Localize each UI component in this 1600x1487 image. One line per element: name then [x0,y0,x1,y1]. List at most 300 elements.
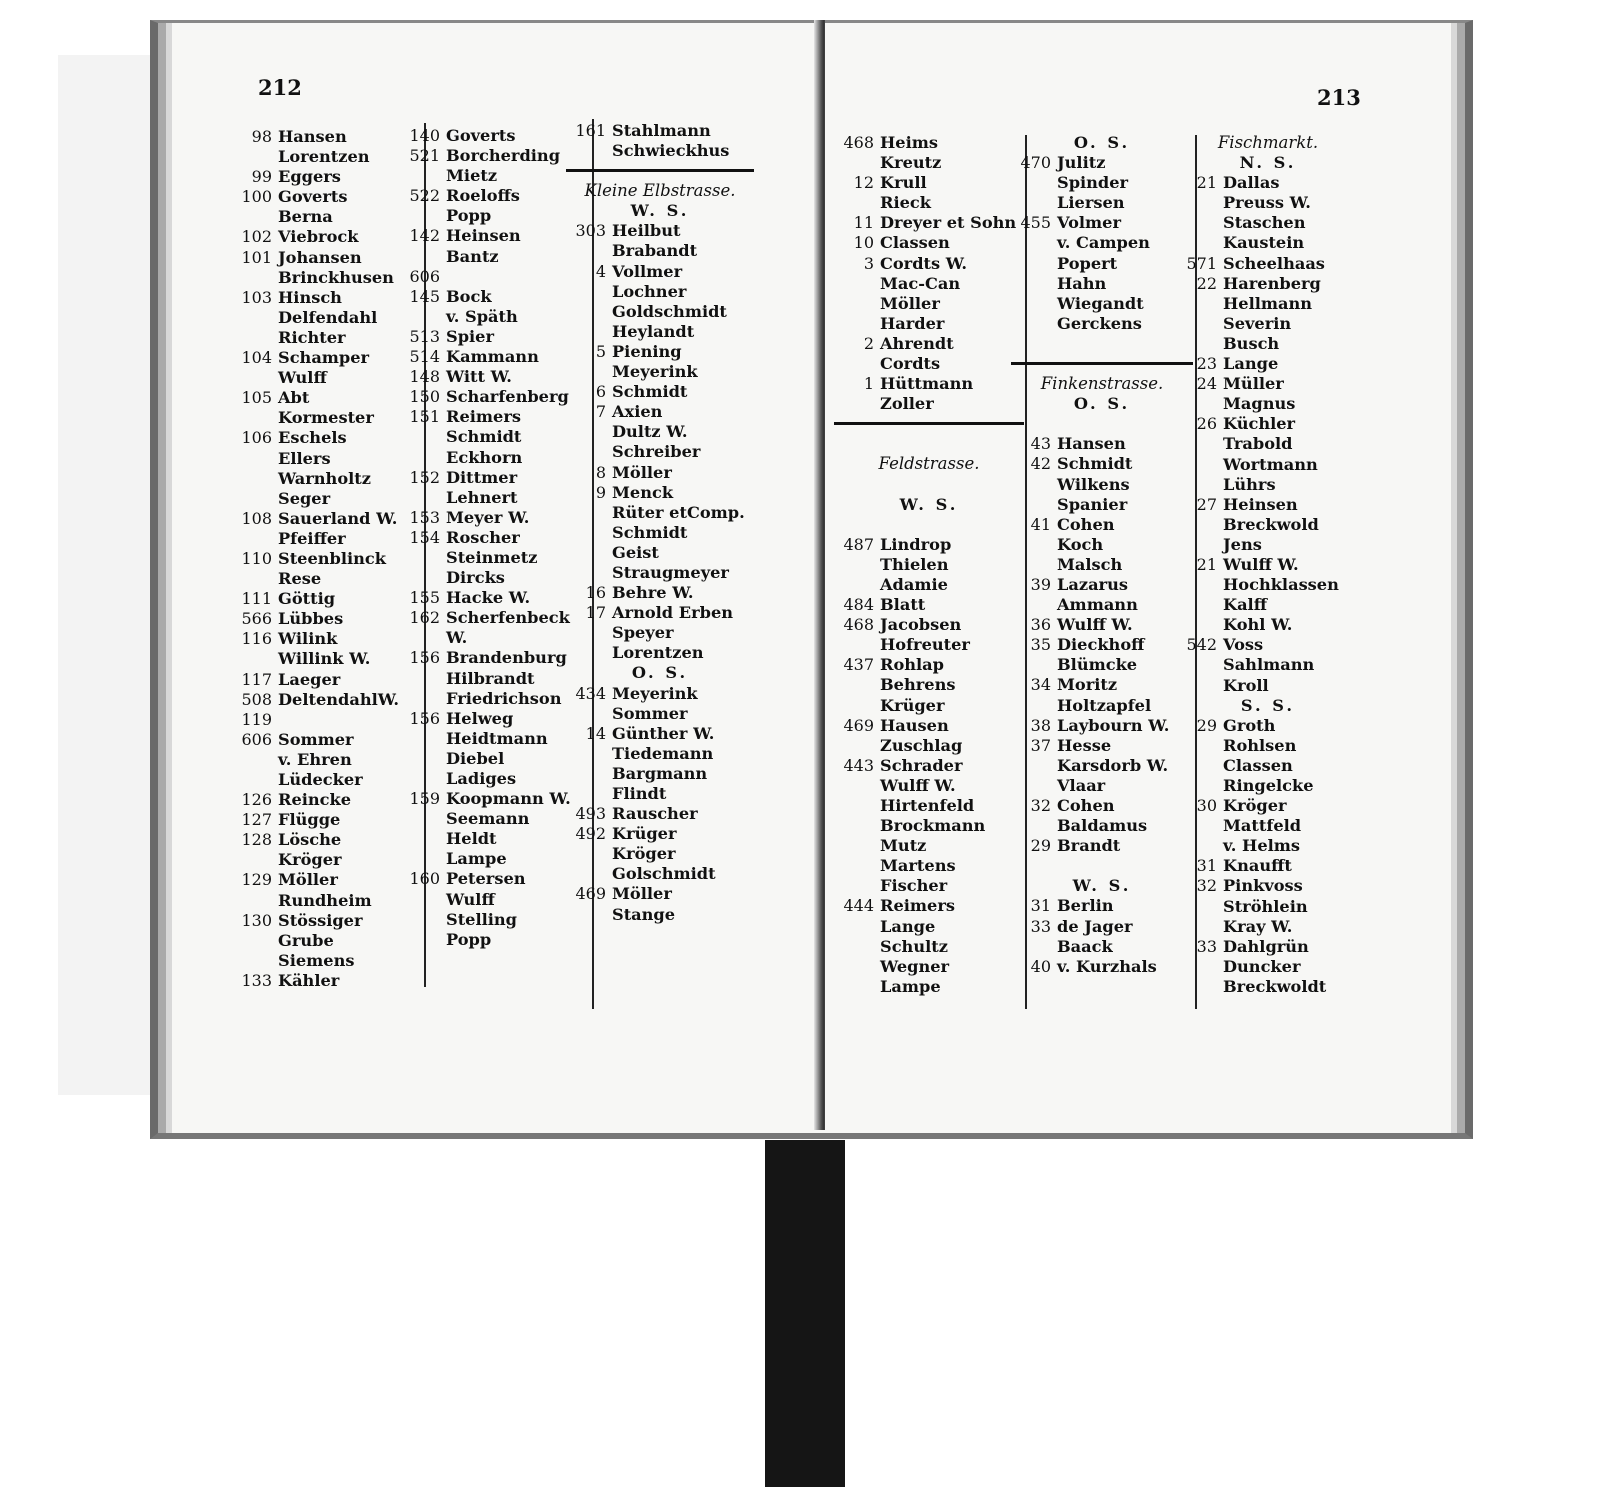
directory-entry [830,193,1028,213]
directory-entry [1173,937,1363,957]
resident-name: Groth [1223,715,1276,735]
resident-name: Brandt [1057,836,1121,856]
house-number: 12 [853,173,874,193]
resident-name: Krüger [880,695,945,715]
side-label: W. S. [630,201,690,221]
resident-name: Cohen [1057,796,1115,815]
resident-name: Möller [278,870,338,890]
rule-line [834,422,1024,425]
resident-name: Hochklassen [1223,575,1339,595]
directory-entry [1007,575,1197,595]
page-number-left: 212 [258,75,302,100]
directory-entry [1007,233,1197,253]
directory-entry [396,930,596,950]
resident-name: Lübbes [278,609,344,629]
house-number: 29 [1196,715,1217,735]
house-number: 23 [1196,354,1217,374]
directory-entry [830,836,1028,856]
directory-entry [562,302,758,322]
street-heading [830,454,1028,474]
resident-name: Lorentzen [278,147,370,167]
side-label: O. S. [1073,394,1131,414]
resident-name: Wulff W. [1223,554,1299,574]
directory-entry [830,756,1028,776]
resident-name: Eckhorn [446,447,523,467]
resident-name: Dallas [1223,173,1280,193]
house-number: 33 [1030,916,1051,936]
house-number: 521 [409,146,440,166]
house-number: 513 [409,326,440,346]
house-number: 434 [575,683,606,703]
column-right-1 [830,133,1028,997]
directory-entry [562,643,758,663]
resident-name: Preuss W. [1223,193,1311,213]
resident-name: Breckwoldt [1223,976,1327,996]
column-left-3 [562,121,758,925]
resident-name: Reimers [446,407,521,427]
side-heading [1173,696,1363,716]
house-number: 43 [1030,434,1051,454]
resident-name: Hacke W. [446,588,531,608]
resident-name: Vlaar [1057,775,1106,795]
page-number-right: 213 [1317,85,1361,110]
resident-name: Jacobsen [880,615,962,635]
house-number: 33 [1196,936,1217,956]
resident-name: Dieckhoff [1057,635,1145,655]
directory-entry [562,463,758,483]
right-page [825,20,1473,1139]
house-number: 31 [1196,856,1217,876]
house-number: 26 [1196,414,1217,434]
resident-name: Sommer [612,703,688,723]
resident-name: Wortmann [1223,454,1318,474]
directory-entry [562,241,758,261]
directory-entry [562,724,758,744]
side-label: W. S. [899,494,959,514]
house-number: 151 [409,407,440,427]
resident-name: Helweg [446,708,514,728]
directory-entry [1173,816,1363,836]
directory-entry [562,864,758,884]
directory-entry [1007,696,1197,716]
resident-name: Classen [880,233,950,253]
resident-name: Roscher [446,527,520,547]
resident-name: Heinsen [446,226,521,246]
resident-name: Mietz [446,166,498,186]
resident-name: Kröger [1223,796,1287,816]
resident-name: Dreyer et Sohn [880,213,1017,233]
open-book [150,20,1475,1140]
directory-entry [830,354,1028,374]
directory-entry [1173,917,1363,937]
directory-entry [562,603,758,623]
street-name: Feldstrasse. [878,454,980,474]
side-label: O. S. [1073,133,1131,152]
resident-name: Ringelcke [1223,776,1314,795]
house-number: 101 [241,247,272,267]
directory-entry [1007,153,1197,173]
directory-entry [1173,575,1363,595]
directory-entry [830,635,1028,655]
resident-name: Duncker [1223,956,1301,976]
resident-name: Flügge [278,810,341,830]
rule-line [566,169,754,172]
resident-name: Wegner [880,956,950,976]
directory-entry [562,121,758,141]
resident-name: Moritz [1057,675,1118,695]
resident-name: Wilink [278,629,338,649]
directory-entry [1007,796,1197,816]
directory-entry [1007,615,1197,635]
house-number: 156 [409,648,440,668]
resident-name: Wilkens [1057,474,1130,494]
resident-name: Stelling [446,909,518,929]
resident-name: Sauerland W. [278,508,398,528]
side-label: S. S. [1240,695,1296,715]
resident-name: Möller [612,462,672,482]
resident-name: Ströhlein [1223,896,1308,916]
resident-name: Harder [880,313,945,333]
house-number: 455 [1020,213,1051,233]
resident-name: Ammann [1057,595,1138,615]
resident-name: Diebel [446,748,505,768]
resident-name: Seger [278,488,331,508]
directory-entry [1007,776,1197,796]
house-number: 110 [241,548,272,568]
house-number: 40 [1030,956,1051,976]
resident-name: Stahlmann [612,121,711,140]
resident-name: Baldamus [1057,816,1148,836]
resident-name: Rauscher [612,804,698,824]
resident-name: Lange [1223,354,1279,374]
resident-name: Lange [880,916,936,936]
directory-entry [830,816,1028,836]
resident-name: Witt W. [446,367,512,387]
directory-entry [830,876,1028,896]
house-number: 111 [241,589,272,609]
directory-entry [830,675,1028,695]
resident-name: Wulff W. [880,775,956,795]
directory-entry [1173,957,1363,977]
directory-entry [562,503,758,523]
resident-name: Thielen [880,554,949,574]
resident-name: Jens [1223,534,1262,554]
resident-name: Geist [612,542,659,562]
directory-entry [1173,455,1363,475]
directory-entry [830,294,1028,314]
resident-name: Heidtmann [446,728,548,748]
resident-name: Axien [612,402,663,422]
side-heading [1007,133,1197,153]
resident-name: Schultz [880,936,948,956]
house-number: 16 [585,583,606,603]
resident-name: Möller [880,293,940,313]
resident-name: v. Helms [1223,836,1301,856]
directory-entry [1007,917,1197,937]
resident-name: Rese [278,569,322,589]
house-number: 514 [409,347,440,367]
house-number: 129 [241,870,272,890]
directory-entry [830,575,1028,595]
resident-name: Eschels [278,428,347,448]
resident-name: Mattfeld [1223,816,1302,836]
directory-entry [1007,294,1197,314]
directory-entry [830,716,1028,736]
directory-entry [1007,937,1197,957]
resident-name: Hofreuter [880,635,970,655]
resident-name: Lüdecker [278,770,363,789]
directory-entry [562,322,758,342]
resident-name: v. Kurzhals [1057,956,1157,976]
directory-entry [228,951,433,971]
resident-name: Malsch [1057,554,1123,574]
street-name: Finkenstrasse. [1040,374,1164,394]
house-number: 36 [1030,615,1051,635]
resident-name: Voss [1223,635,1264,655]
house-number: 24 [1196,374,1217,394]
resident-name: Mutz [880,836,927,856]
directory-entry [562,844,758,864]
resident-name: Lazarus [1057,574,1128,594]
resident-name: Heilbut [612,221,681,241]
resident-name: Holtzapfel [1057,695,1152,715]
house-number: 303 [575,221,606,241]
resident-name: Severin [1223,313,1292,333]
resident-name: Zuschlag [880,735,963,755]
directory-entry [228,971,433,991]
directory-entry [1007,716,1197,736]
house-number: 7 [595,402,606,422]
directory-entry [1173,193,1363,213]
house-number: 161 [575,121,606,140]
resident-name: Baack [1057,936,1113,956]
resident-name: v. Ehren [278,749,352,769]
resident-name: Rundheim [278,890,372,910]
resident-name: Meyerink [612,362,698,382]
left-page [150,20,828,1139]
resident-name: Speyer [612,623,674,643]
directory-entry [1173,876,1363,896]
directory-entry [562,784,758,804]
house-number: 160 [409,869,440,889]
side-label: O. S. [631,663,689,683]
resident-name: Tiedemann [612,743,714,763]
resident-name: Scheelhaas [1223,253,1325,273]
resident-name: Scharfenberg [446,387,569,407]
column-right-3 [1173,133,1363,997]
directory-entry [1173,495,1363,515]
side-label: N. S. [1239,153,1297,173]
directory-entry [562,282,758,302]
resident-name: Goldschmidt [612,301,727,321]
directory-entry [562,442,758,462]
resident-name: Heldt [446,829,497,849]
resident-name: Hesse [1057,735,1112,755]
directory-entry [562,402,758,422]
directory-entry [1007,555,1197,575]
house-number: 38 [1030,715,1051,735]
resident-name: Popp [446,206,492,226]
house-number: 133 [241,970,272,990]
house-number: 30 [1196,796,1217,816]
directory-entry [562,141,758,161]
house-number: 35 [1030,635,1051,655]
resident-name: Friedrichson [446,688,562,708]
directory-entry [1007,836,1197,856]
resident-name: Brockmann [880,816,986,836]
house-number: 606 [241,729,272,749]
resident-name: de Jager [1057,916,1133,936]
resident-name: Spier [446,326,494,346]
resident-name: Hansen [1057,434,1126,454]
directory-entry [830,917,1028,937]
spacer [1007,414,1197,434]
house-number: 130 [241,910,272,930]
house-number: 154 [409,527,440,547]
resident-name: W. [446,628,468,648]
house-number: 2 [863,333,874,353]
directory-entry [830,796,1028,816]
resident-name: Bock [446,286,492,306]
directory-entry [830,334,1028,354]
house-number: 34 [1030,675,1051,695]
spacer [830,434,1028,454]
directory-entry [562,905,758,925]
resident-name: Staschen [1223,213,1306,233]
resident-name: Johansen [278,247,362,267]
house-number: 566 [241,609,272,629]
resident-name: Heinsen [1223,494,1298,514]
directory-entry [1173,595,1363,615]
directory-entry [830,153,1028,173]
directory-entry [1173,977,1363,997]
spacer [830,515,1028,535]
directory-entry [830,615,1028,635]
house-number: 127 [241,810,272,830]
directory-entry [562,623,758,643]
street-name: Kleine Elbstrasse. [584,181,736,201]
directory-entry [830,233,1028,253]
resident-name: Goverts [278,187,348,207]
directory-entry [1007,434,1197,454]
directory-entry [830,937,1028,957]
resident-name: Hirtenfeld [880,796,975,815]
section-rule [1007,354,1197,374]
directory-entry [1173,836,1363,856]
side-heading [1173,153,1363,173]
house-number: 37 [1030,735,1051,755]
resident-name: Berna [278,207,333,227]
directory-entry [562,342,758,362]
resident-name: Sahlmann [1223,655,1315,675]
house-number: 105 [241,388,272,408]
resident-name: Roeloffs [446,186,520,206]
house-number: 484 [843,595,874,615]
directory-entry [830,374,1028,394]
directory-entry [830,173,1028,193]
directory-entry [1173,655,1363,675]
house-number: 106 [241,428,272,448]
house-number: 117 [241,669,272,689]
directory-entry [830,535,1028,555]
house-number: 27 [1196,494,1217,514]
resident-name: Willink W. [278,649,371,669]
directory-entry [562,824,758,844]
directory-entry [1173,635,1363,655]
resident-name: Hansen [278,127,347,146]
directory-entry [830,394,1028,414]
house-number: 508 [241,689,272,709]
resident-name: Behrens [880,675,956,695]
resident-name: Lindrop [880,534,952,554]
resident-name: Abt [278,388,310,408]
directory-entry [1173,213,1363,233]
house-number: 108 [241,508,272,528]
resident-name: Hüttmann [880,374,974,394]
resident-name: Lehnert [446,487,518,507]
house-number: 104 [241,348,272,368]
directory-entry [1007,535,1197,555]
resident-name: Möller [612,884,672,904]
resident-name: Siemens [278,950,355,970]
resident-name: Kray W. [1223,916,1293,936]
resident-name: Kohl W. [1223,615,1293,635]
resident-name: Petersen [446,869,526,889]
directory-entry [1173,615,1363,635]
house-number: 153 [409,507,440,527]
resident-name: Müller [1223,374,1284,394]
house-number: 155 [409,588,440,608]
resident-name: Popp [446,929,492,949]
directory-entry [1173,173,1363,193]
resident-name: Brabandt [612,241,698,261]
house-number: 542 [1186,635,1217,655]
house-number: 444 [843,896,874,916]
street-name: Fischmarkt. [1217,133,1319,152]
directory-entry [830,555,1028,575]
directory-entry [830,655,1028,675]
house-number: 156 [409,708,440,728]
directory-entry [562,884,758,904]
directory-entry [1007,675,1197,695]
resident-name: Wulff [446,889,495,909]
resident-name: Schmidt [612,522,688,542]
house-number: 469 [575,884,606,904]
directory-entry [562,362,758,382]
directory-entry [830,736,1028,756]
directory-entry [562,583,758,603]
resident-name: Wulff W. [1057,615,1133,635]
resident-name: Ladiges [446,769,517,788]
directory-entry [562,563,758,583]
directory-entry [1007,254,1197,274]
house-number: 128 [241,830,272,850]
resident-name: Hellmann [1223,293,1313,313]
bookmark-ribbon [765,1140,845,1487]
resident-name: Schmidt [446,427,522,447]
house-number: 470 [1020,153,1051,173]
resident-name: Volmer [1057,213,1121,233]
house-number: 102 [241,227,272,247]
resident-name: Spinder [1057,173,1129,193]
resident-name: Kröger [278,850,342,870]
house-number: 41 [1030,514,1051,534]
house-number: 487 [843,534,874,554]
house-number: 116 [241,629,272,649]
resident-name: Lorentzen [612,643,704,663]
house-number: 119 [241,709,272,729]
resident-name: Dahlgrün [1223,936,1309,956]
